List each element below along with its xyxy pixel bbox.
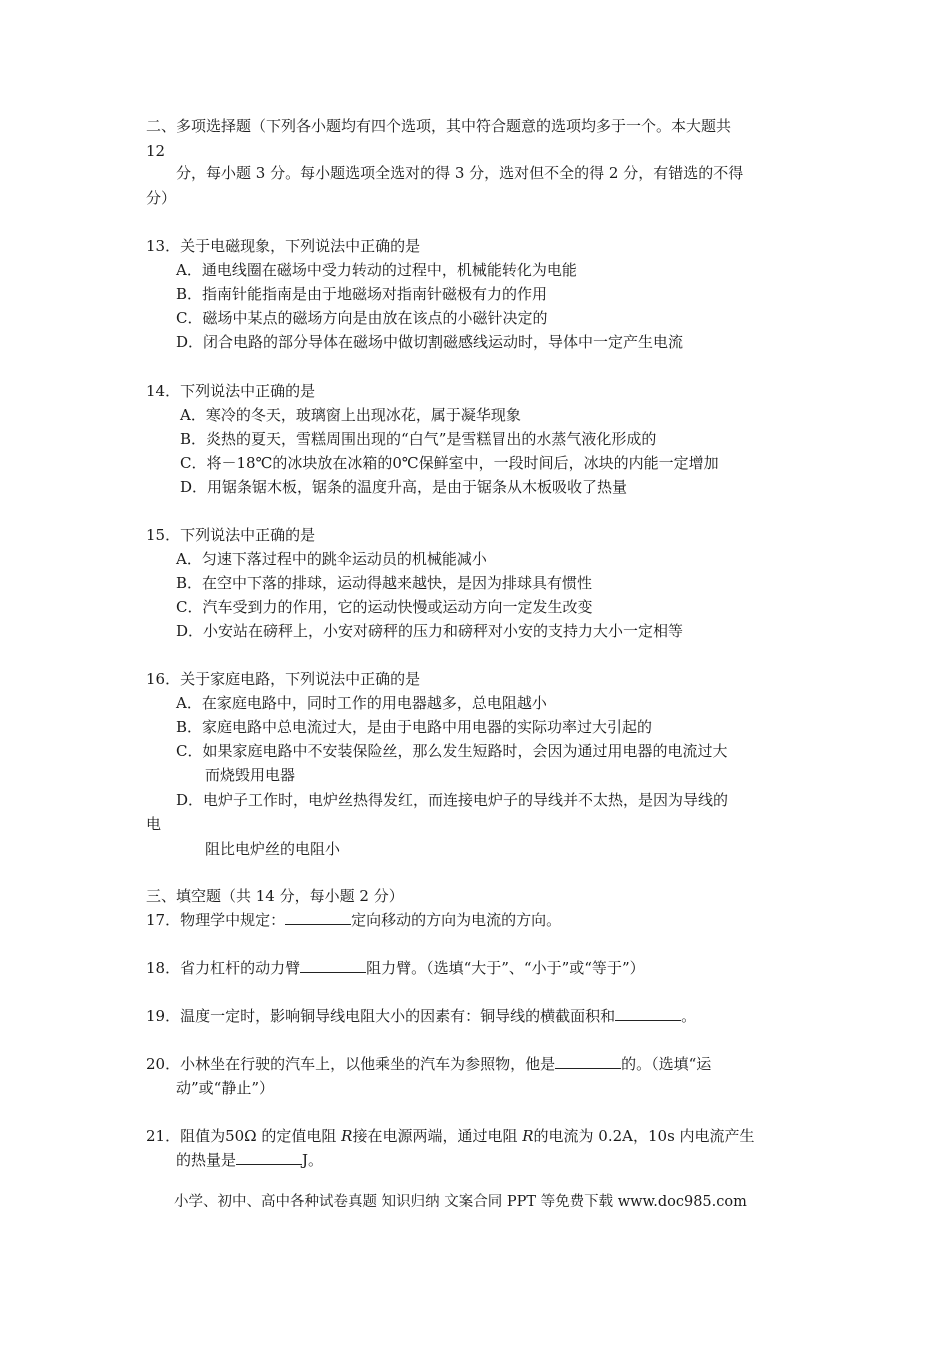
question-16-option-d-line-2: 电 — [146, 815, 162, 833]
answer-blank[interactable] — [615, 1005, 681, 1021]
question-14-option-b: B．炎热的夏天，雪糕周围出现的“白气”是雪糕冒出的水蒸气液化形成的 — [180, 430, 657, 448]
question-17-text-after: 定向移动的方向为电流的方向。 — [351, 911, 562, 929]
footer-advertisement: 小学、初中、高中各种试卷真题 知识归纳 文案合同 PPT 等免费下载 www.doc985.com — [174, 1194, 747, 1210]
question-20-text-before: 20．小林坐在行驶的汽车上，以他乘坐的汽车为参照物，他是 — [146, 1055, 556, 1073]
question-14-option-d: D．用锯条锯木板，锯条的温度升高，是由于锯条从木板吸收了热量 — [180, 478, 628, 496]
question-21-line-1 — [146, 1125, 755, 1147]
question-15-option-c: C．汽车受到力的作用，它的运动快慢或运动方向一定发生改变 — [176, 598, 593, 616]
question-13-option-d: D．闭合电路的部分导体在磁场中做切割磁感线运动时，导体中一定产生电流 — [176, 333, 684, 351]
section-2-heading-line-4: 分） — [146, 189, 177, 207]
question-21-text-b: 接在电源两端，通过电阻 — [352, 1127, 523, 1145]
question-15-option-a: A．匀速下落过程中的跳伞运动员的机械能减小 — [176, 550, 487, 568]
question-21-text-before: 的热量是 — [176, 1151, 237, 1169]
answer-blank[interactable] — [285, 909, 351, 925]
question-14-option-c: C．将－18℃的冰块放在冰箱的0℃保鲜室中，一段时间后，冰块的内能一定增加 — [180, 454, 719, 472]
question-15-stem: 15．下列说法中正确的是 — [146, 526, 316, 544]
answer-blank[interactable] — [236, 1149, 302, 1165]
answer-blank[interactable] — [555, 1053, 621, 1069]
question-16-option-d-line-1: D．电炉子工作时，电炉丝热得发红，而连接电炉子的导线并不太热，是因为导线的 — [176, 791, 729, 809]
answer-blank[interactable] — [300, 957, 366, 973]
question-13-option-c: C．磁场中某点的磁场方向是由放在该点的小磁针决定的 — [176, 309, 548, 327]
question-16-stem: 16．关于家庭电路，下列说法中正确的是 — [146, 670, 421, 688]
question-18-text-after: 阻力臂。（选填“大于”、“小于”或“等于”） — [366, 959, 645, 977]
question-14-stem: 14．下列说法中正确的是 — [146, 382, 316, 400]
question-18 — [146, 957, 645, 979]
question-18-text-before: 18．省力杠杆的动力臂 — [146, 959, 301, 977]
section-3-heading: 三、填空题（共 14 分，每小题 2 分） — [146, 887, 404, 905]
question-20-line-1 — [146, 1053, 711, 1075]
question-21-text-after: J。 — [302, 1151, 324, 1169]
question-19-text-after: 。 — [681, 1007, 697, 1025]
question-16-option-c-line-2: 而烧毁用电器 — [205, 766, 296, 784]
question-21-text-a: 21．阻值为50Ω 的定值电阻 — [146, 1127, 342, 1145]
question-15-option-b: B．在空中下落的排球，运动得越来越快，是因为排球具有惯性 — [176, 574, 593, 592]
question-13-option-b: B．指南针能指南是由于地磁场对指南针磁极有力的作用 — [176, 285, 548, 303]
resistor-symbol: R — [522, 1127, 534, 1145]
question-17 — [146, 909, 561, 931]
question-16-option-b: B．家庭电路中总电流过大，是由于电路中用电器的实际功率过大引起的 — [176, 718, 653, 736]
question-19-text-before: 19．温度一定时，影响铜导线电阻大小的因素有：铜导线的横截面积和 — [146, 1007, 616, 1025]
question-16-option-c-line-1: C．如果家庭电路中不安装保险丝，那么发生短路时，会因为通过用电器的电流过大 — [176, 742, 728, 760]
section-2-heading-line-3: 分，每小题 3 分。每小题选项全选对的得 3 分，选对但不全的得 2 分，有错选的不得 — [176, 164, 744, 182]
question-20-text-after: 的。（选填“运 — [621, 1055, 712, 1073]
question-13-option-a: A．通电线圈在磁场中受力转动的过程中，机械能转化为电能 — [176, 261, 577, 279]
question-21-line-2 — [176, 1149, 323, 1171]
question-19 — [146, 1005, 696, 1027]
section-2-heading-line-2: 12 — [146, 142, 166, 160]
question-21-text-c: 的电流为 0.2A，10s 内电流产生 — [533, 1127, 755, 1145]
resistor-symbol: R — [341, 1127, 353, 1145]
question-14-option-a: A．寒冷的冬天，玻璃窗上出现冰花，属于凝华现象 — [180, 406, 521, 424]
question-20-line-2: 动”或“静止”） — [176, 1079, 275, 1097]
question-16-option-d-line-3: 阻比电炉丝的电阻小 — [205, 840, 341, 858]
question-13-stem: 13．关于电磁现象，下列说法中正确的是 — [146, 237, 421, 255]
question-15-option-d: D．小安站在磅秤上，小安对磅秤的压力和磅秤对小安的支持力大小一定相等 — [176, 622, 684, 640]
question-16-option-a: A．在家庭电路中，同时工作的用电器越多，总电阻越小 — [176, 694, 547, 712]
section-2-heading-line-1: 二、多项选择题（下列各小题均有四个选项，其中符合题意的选项均多于一个。本大题共 — [146, 117, 732, 135]
question-17-text-before: 17．物理学中规定： — [146, 911, 286, 929]
